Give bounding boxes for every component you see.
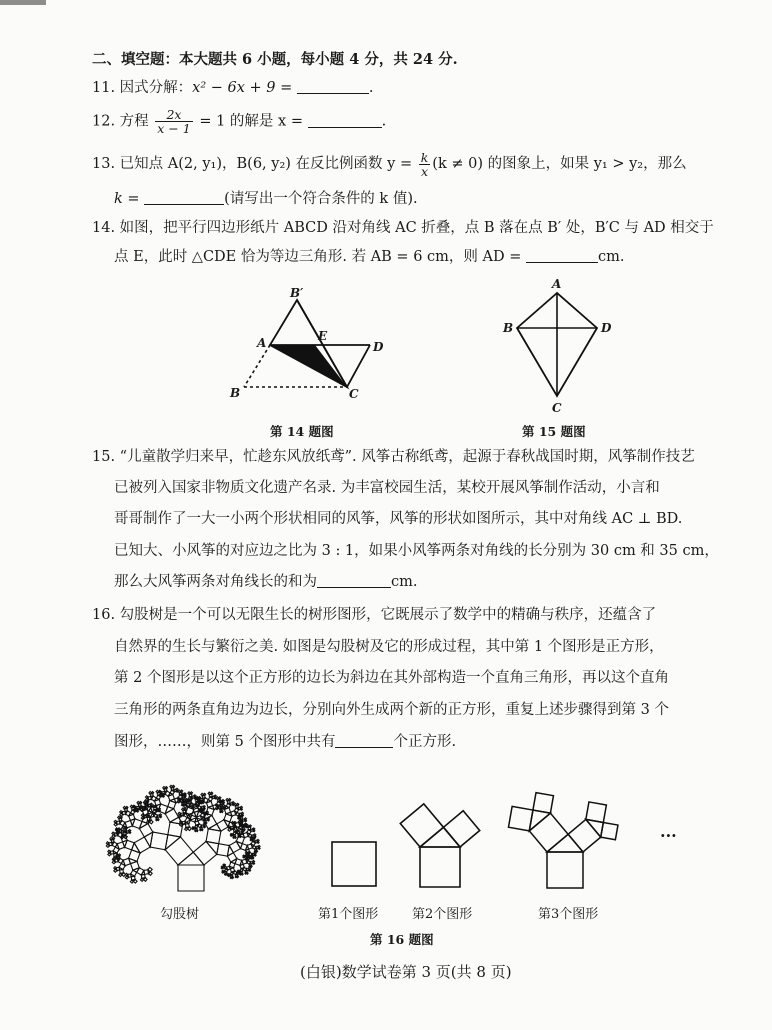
pythagoras-square (222, 870, 223, 871)
pythagoras-square (114, 820, 117, 823)
q12-prefix: 12. 方程 (92, 113, 149, 130)
question-14-line-1: 14. 如图，把平行四边形纸片 ABCD 沿对角线 AC 折叠，点 B 落在点 B′ 处，B′C 与 AD 相交于 (92, 220, 714, 236)
scan-corner-mark (0, 0, 46, 5)
q12-frac-numerator: 2x (155, 108, 192, 122)
pythagoras-square (108, 850, 111, 853)
q14-line2-unit: cm. (597, 249, 625, 265)
fig14-line-DC (347, 345, 370, 387)
question-15-line-2: 已被列入国家非物质文化遗产名录. 为丰富校园生活，某校开展风筝制作活动，小言和 (114, 480, 660, 496)
fig16-tree-label: 勾股树 (160, 907, 200, 922)
q11-answer-blank[interactable] (297, 79, 369, 94)
pythagoras-square (200, 829, 202, 831)
pythagoras-square (178, 812, 181, 815)
fig14-label-B: B (230, 386, 241, 400)
pythagoras-square (243, 855, 244, 856)
pythagoras-square (106, 842, 109, 845)
pythagoras-square (126, 806, 128, 808)
pythagoras-square (165, 809, 178, 822)
q14-line2-prefix: 点 E，此时 △CDE 恰为等边三角形. 若 AB = 6 cm，则 AD = (114, 249, 522, 265)
question-15-line-5 (114, 572, 417, 592)
pythagoras-square (254, 854, 256, 856)
pythagoras-square (204, 826, 206, 828)
pythagoras-square (160, 816, 162, 818)
q13-frac-denominator: x (420, 163, 429, 179)
fig16-figure-1 (330, 840, 378, 888)
question-15-line-1: 15. “儿童散学归来早，忙趁东风放纸鸢”. 风筝古称纸鸢，起源于春秋战国时期，风筝制作技艺 (92, 449, 695, 465)
q13-answer-blank[interactable] (144, 190, 224, 205)
q12-end: . (381, 113, 387, 130)
pythagoras-square (172, 785, 174, 787)
question-13-line-1 (92, 150, 687, 178)
pythagoras-square (221, 866, 222, 867)
pythagoras-square (190, 792, 192, 794)
question-16-line-4: 三角形的两条直角边为边长，分别向外生成两个新的正方形，重复上述步骤得到第 3 个 (114, 702, 669, 718)
pythagoras-square (145, 796, 148, 799)
q16-line5-prefix: 图形，……，则第 5 个图形中共有 (114, 734, 336, 750)
pythagoras-square (112, 832, 115, 835)
question-15-line-3: 哥哥制作了一大一小两个形状相同的风筝，风筝的形状如图所示，其中对角线 AC ⊥ BD. (114, 511, 683, 527)
pythagoras-square (185, 827, 188, 830)
q13-frac-numerator: k (420, 149, 429, 165)
pythagoras-square (120, 811, 123, 814)
pythagoras-square (195, 830, 197, 832)
fig16-figure-3 (500, 770, 630, 895)
pythagoras-square (224, 864, 225, 865)
pythagoras-square (211, 792, 213, 794)
pythagoras-square (132, 819, 142, 829)
pythagoras-square (253, 863, 255, 865)
pythagoras-square (508, 806, 532, 830)
pythagoras-square (257, 842, 259, 844)
question-16-line-1: 16. 勾股树是一个可以无限生长的树形图形，它既展示了数学中的精确与秩序，还蕴含了 (92, 607, 657, 623)
q11-end: . (368, 80, 374, 96)
pythagoras-square (125, 840, 135, 850)
q11-prefix: 11. 因式分解： (92, 80, 193, 96)
question-14-line-2 (114, 247, 624, 267)
fig16-fig1-square (332, 842, 376, 886)
pythagoras-square (258, 847, 260, 849)
q16-line5-suffix: 个正方形. (393, 734, 457, 750)
pythagoras-square (165, 837, 193, 865)
pythagoras-square (601, 822, 618, 839)
pythagoras-square (529, 813, 568, 852)
pythagoras-square (178, 865, 204, 891)
pythagoras-square (190, 798, 192, 800)
q13-line1-tail: (k ≠ 0) 的图象上，如果 y₁ > y₂，那么 (432, 156, 687, 172)
pythagoras-square (193, 841, 217, 865)
pythagoras-square (235, 876, 237, 878)
pythagoras-square (219, 797, 221, 799)
pythagoras-square (181, 790, 183, 792)
fig16-figure-2-label: 第2个图形 (412, 907, 473, 922)
q13-fraction (419, 151, 431, 178)
pythagoras-square (234, 821, 236, 823)
fig16-figure-2 (400, 795, 480, 895)
pythagoras-tree-figure (110, 765, 310, 895)
pythagoras-square (241, 808, 243, 810)
q12-frac-denominator: x − 1 (157, 121, 191, 136)
q12-answer-blank[interactable] (308, 113, 382, 128)
fig15-label-C: C (552, 401, 562, 415)
pythagoras-square (156, 819, 158, 821)
fig15-caption: 第 15 题图 (522, 424, 586, 439)
fig14-label-C: C (349, 387, 359, 401)
figure-14 (222, 285, 392, 405)
q13-line2-suffix: (请写出一个符合条件的 k 值). (224, 191, 418, 207)
pythagoras-square (129, 832, 131, 834)
fig14-caption: 第 14 题图 (270, 424, 334, 439)
pythagoras-square (227, 853, 236, 862)
pythagoras-square (443, 811, 479, 847)
pythagoras-square (220, 811, 222, 813)
pythagoras-square (134, 837, 150, 853)
q15-line5-prefix: 那么大风筝两条对角线长的和为 (114, 574, 317, 590)
pythagoras-square (533, 793, 554, 814)
pythagoras-square (129, 850, 140, 861)
question-16-line-2: 自然界的生长与繁衍之美. 如图是勾股树及它的形成过程，其中第 1 个图形是正方形， (114, 639, 664, 655)
pythagoras-square (586, 802, 607, 823)
pythagoras-square (229, 799, 231, 801)
pythagoras-square (184, 803, 187, 806)
fig14-label-E: E (318, 329, 328, 343)
pythagoras-square (547, 852, 583, 888)
section-header: 二、填空题：本大题共 6 小题，每小题 4 分，共 24 分. (92, 51, 458, 68)
question-13-line-2 (114, 189, 418, 209)
q12-fraction (155, 108, 192, 135)
pythagoras-square (140, 801, 142, 803)
question-16-line-5 (114, 732, 456, 752)
pythagoras-square (204, 793, 206, 795)
pythagoras-square (119, 873, 122, 876)
pythagoras-square (224, 874, 226, 876)
pythagoras-square (229, 841, 240, 852)
pythagoras-square (140, 878, 143, 881)
fig16-figure-1-label: 第1个图形 (318, 907, 379, 922)
fig15-label-D: D (601, 321, 612, 335)
q15-line5-unit: cm. (391, 574, 418, 590)
q12-middle: = 1 的解是 x = (199, 113, 303, 130)
pythagoras-square (420, 847, 460, 887)
pythagoras-square (400, 804, 443, 847)
pythagoras-square (568, 819, 601, 852)
pythagoras-square (165, 787, 167, 789)
pythagoras-square (152, 792, 154, 794)
fig14-label-Bprime: B′ (290, 286, 304, 300)
pythagoras-square (208, 819, 210, 821)
pythagoras-square (130, 880, 133, 883)
fig15-label-B: B (503, 321, 514, 335)
fig14-dashed-AB (244, 345, 270, 387)
q16-answer-blank[interactable] (335, 733, 393, 748)
q11-expression: x² − 6x + 9 = (192, 80, 293, 96)
fig16-ellipsis: ··· (660, 826, 677, 845)
q13-line1: 13. 已知点 A(2, y₁)，B(6, y₂) 在反比例函数 y = (92, 156, 413, 172)
question-15-line-4: 已知大、小风筝的对应边之比为 3 : 1，如果小风筝两条对角线的长分别为 30 cm 和 35 cm， (114, 543, 719, 559)
pythagoras-square (245, 873, 247, 875)
pythagoras-square (245, 820, 247, 822)
pythagoras-square (230, 877, 232, 879)
pythagoras-square (139, 824, 152, 837)
pythagoras-square (141, 814, 144, 817)
pythagoras-square (249, 825, 251, 827)
fig14-label-A: A (257, 336, 267, 350)
q15-answer-blank[interactable] (317, 573, 391, 588)
pythagoras-square (114, 867, 117, 870)
fig15-label-A: A (552, 277, 562, 291)
pythagoras-square (230, 834, 231, 835)
fig14-label-D: D (373, 340, 384, 354)
pythagoras-square (237, 803, 239, 805)
pythagoras-square (149, 872, 153, 876)
question-11 (92, 78, 374, 98)
question-16-line-3: 第 2 个图形是以这个正方形的边长为斜边在其外部构造一个直角三角形，再以这个直角 (114, 670, 669, 686)
pythagoras-square (253, 830, 255, 832)
q14-answer-blank[interactable] (526, 248, 598, 263)
page-footer: (白银)数学试卷第 3 页(共 8 页) (300, 963, 512, 981)
pythagoras-square (192, 827, 193, 828)
pythagoras-square (233, 837, 235, 839)
pythagoras-square (249, 869, 251, 871)
question-12 (92, 108, 386, 135)
q13-line2-prefix: k = (114, 191, 140, 207)
pythagoras-square (217, 820, 228, 831)
fig16-figure-3-label: 第3个图形 (538, 907, 599, 922)
figure-15 (500, 278, 620, 418)
pythagoras-square (181, 804, 183, 806)
fig16-caption: 第 16 题图 (370, 932, 434, 947)
